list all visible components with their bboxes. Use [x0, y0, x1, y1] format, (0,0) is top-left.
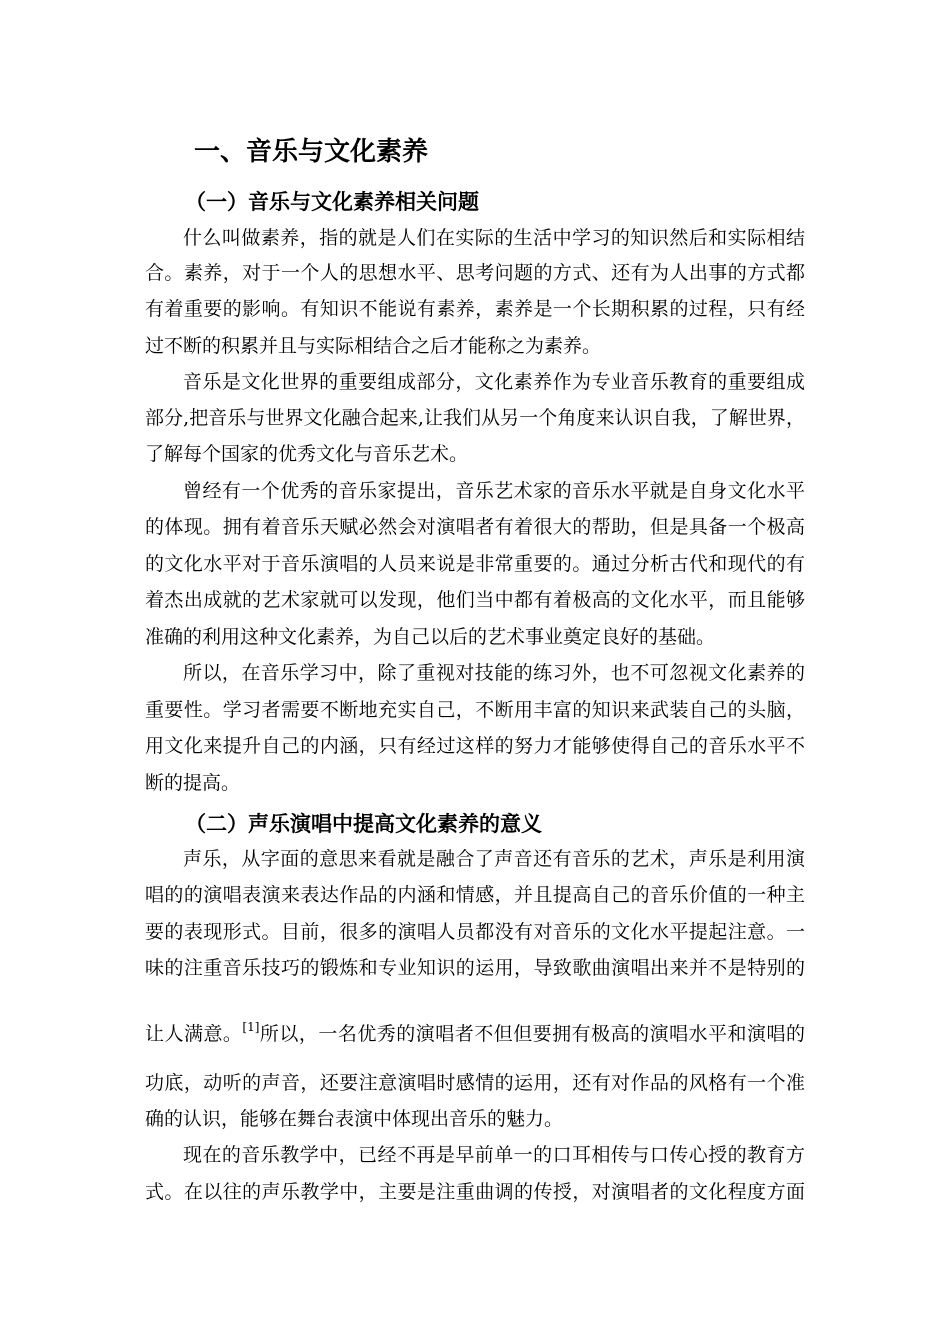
paragraph-line: 确的认识，能够在舞台表演中体现出音乐的魅力。 — [145, 1108, 564, 1130]
paragraph-line: 功底，动听的声音，还要注意演唱时感情的运用，还有对作品的风格有一个准 — [145, 1072, 805, 1094]
paragraph-line: 唱的的演唱表演来表达作品的内涵和情感，并且提高自己的音乐价值的一种主 — [145, 884, 805, 906]
section-heading-1: （一）音乐与文化素养相关问题 — [185, 190, 479, 214]
paragraph-line: 合。素养，对于一个人的思想水平、思考问题的方式、还有为人出事的方式都 — [145, 262, 805, 284]
paragraph-line: 准确的利用这种文化素养，为自己以后的艺术事业奠定良好的基础。 — [145, 626, 716, 648]
chapter-heading: 一、音乐与文化素养 — [194, 137, 429, 167]
paragraph-line: 过不断的积累并且与实际相结合之后才能称之为素养。 — [145, 335, 602, 357]
paragraph-line: 着杰出成就的艺术家就可以发现，他们当中都有着极高的文化水平，而且能够 — [145, 589, 805, 611]
paragraph-line: 部分,把音乐与世界文化融合起来,让我们从另一个角度来认识自我，了解世界， — [145, 407, 805, 429]
paragraph-line: 现在的音乐教学中，已经不再是早前单一的口耳相传与口传心授的教育方 — [183, 1144, 805, 1166]
paragraph-line: 有着重要的影响。有知识不能说有素养，素养是一个长期积累的过程，只有经 — [145, 298, 805, 320]
paragraph-line: 味的注重音乐技巧的锻炼和专业知识的运用，导致歌曲演唱出来并不是特别的 — [145, 957, 805, 979]
paragraph-line-with-citation — [145, 1022, 805, 1046]
paragraph-line: 声乐，从字面的意思来看就是融合了声音还有音乐的艺术，声乐是利用演 — [183, 848, 805, 870]
paragraph-line: 音乐是文化世界的重要组成部分，文化素养作为专业音乐教育的重要组成 — [183, 371, 805, 393]
paragraph-line: 重要性。学习者需要不断地充实自己，不断用丰富的知识来武装自己的头脑， — [145, 699, 805, 721]
citation-marker: [1] — [242, 1022, 260, 1034]
line-text: 让人满意。 — [145, 1023, 243, 1045]
paragraph-line: 用文化来提升自己的内涵，只有经过这样的努力才能够使得自己的音乐水平不 — [145, 735, 805, 757]
paragraph-line: 断的提高。 — [145, 772, 241, 794]
section-heading-2: （二）声乐演唱中提高文化素养的意义 — [185, 812, 542, 836]
paragraph-line: 的体现。拥有着音乐天赋必然会对演唱者有着很大的帮助，但是具备一个极高 — [145, 516, 805, 538]
paragraph-line: 的文化水平对于音乐演唱的人员来说是非常重要的。通过分析古代和现代的有 — [145, 553, 805, 575]
paragraph-line: 了解每个国家的优秀文化与音乐艺术。 — [145, 443, 469, 465]
paragraph-line: 曾经有一个优秀的音乐家提出，音乐艺术家的音乐水平就是自身文化水平 — [183, 480, 805, 502]
paragraph-line: 所以，在音乐学习中，除了重视对技能的练习外，也不可忽视文化素养的 — [183, 662, 805, 684]
line-text: 所以，一名优秀的演唱者不但但要拥有极高的演唱水平和演唱的 — [259, 1023, 805, 1045]
paragraph-line: 什么叫做素养，指的就是人们在实际的生活中学习的知识然后和实际相结 — [183, 227, 805, 249]
paragraph-line: 要的表现形式。目前，很多的演唱人员都没有对音乐的文化水平提起注意。一 — [145, 921, 805, 943]
paragraph-line: 式。在以往的声乐教学中，主要是注重曲调的传授，对演唱者的文化程度方面 — [145, 1181, 805, 1203]
